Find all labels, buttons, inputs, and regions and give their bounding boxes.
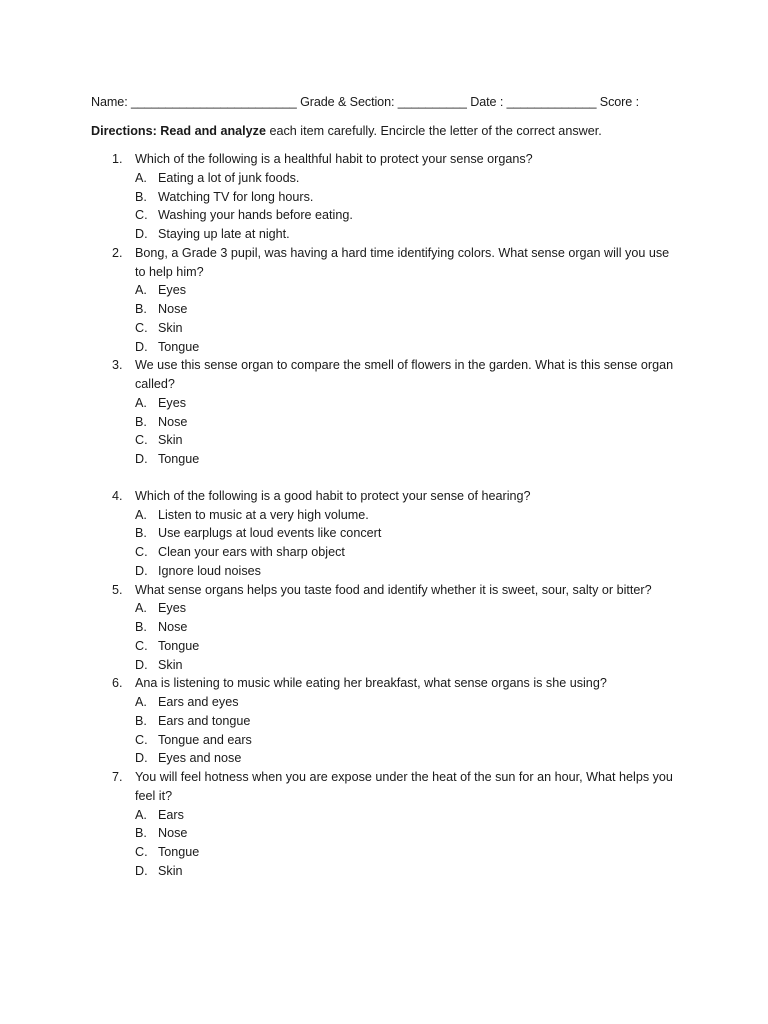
option-letter[interactable]: B. [135, 189, 147, 204]
option-text: Nose [158, 414, 188, 429]
option-letter[interactable]: C. [135, 208, 148, 223]
question-text: Which of the following is a good habit to protect your sense of hearing? [135, 488, 531, 503]
option-letter[interactable]: D. [135, 751, 148, 766]
option-text: Eyes and nose [158, 751, 242, 766]
student-info-line: Name: ________________________ Grade & Section: __________ Date : _____________ Score : [91, 95, 639, 109]
option-text: Tongue and ears [158, 732, 252, 747]
option-letter[interactable]: A. [135, 170, 147, 185]
answer-option[interactable] [0, 394, 768, 413]
question-item [0, 244, 768, 357]
question-text: Which of the following is a healthful habit to protect your sense organs? [135, 152, 533, 166]
answer-option[interactable] [0, 731, 768, 750]
answer-option[interactable] [0, 225, 768, 244]
option-letter[interactable]: D. [135, 657, 148, 672]
option-letter[interactable]: B. [135, 826, 147, 841]
option-text: Eyes [158, 601, 186, 616]
option-text: Nose [158, 620, 188, 634]
question-number: 7. [112, 770, 123, 784]
question-number: 5. [112, 582, 123, 597]
question-item [0, 356, 768, 469]
option-letter[interactable]: C. [135, 732, 148, 747]
option-letter[interactable]: D. [135, 339, 148, 354]
question-item [0, 150, 768, 244]
answer-option[interactable] [0, 806, 768, 825]
option-text: Use earplugs at loud events like concert [158, 526, 382, 541]
answer-option[interactable] [0, 169, 768, 188]
question-item [0, 581, 768, 675]
option-text: Skin [158, 657, 183, 672]
answer-option[interactable] [0, 543, 768, 562]
option-text: Eyes [158, 283, 186, 298]
option-letter[interactable]: A. [135, 695, 147, 709]
question-text: We use this sense organ to compare the smell of flowers in the garden. What is this sense organ called? [135, 358, 674, 391]
answer-option[interactable] [0, 824, 768, 843]
answer-option[interactable] [0, 749, 768, 768]
question-stem [0, 581, 768, 600]
question-item [0, 674, 768, 768]
option-letter[interactable]: A. [135, 507, 147, 522]
question-text: Ana is listening to music while eating her breakfast, what sense organs is she using? [135, 676, 607, 691]
answer-option[interactable] [0, 300, 768, 319]
answer-option[interactable] [0, 693, 768, 712]
option-text: Tongue [158, 452, 200, 466]
option-text: Staying up late at night. [158, 227, 290, 241]
option-text: Ignore loud noises [158, 563, 261, 578]
question-gap [0, 469, 768, 487]
question-stem [0, 356, 768, 394]
answer-option[interactable] [0, 413, 768, 432]
option-letter[interactable]: A. [135, 807, 147, 822]
question-stem [0, 244, 768, 282]
option-text: Ears and tongue [158, 713, 251, 728]
option-text: Nose [158, 302, 188, 316]
option-letter[interactable]: C. [135, 433, 148, 448]
question-text: What sense organs helps you taste food and identify whether it is sweet, sour, salty or bitter? [135, 582, 652, 597]
question-stem [0, 674, 768, 693]
question-number: 1. [112, 152, 123, 166]
answer-option[interactable] [0, 862, 768, 881]
question-list [0, 150, 768, 881]
option-letter[interactable]: C. [135, 320, 148, 335]
option-text: Eating a lot of junk foods. [158, 170, 300, 185]
answer-option[interactable] [0, 712, 768, 731]
option-letter[interactable]: D. [135, 452, 148, 466]
question-stem [0, 768, 768, 806]
option-text: Tongue [158, 845, 200, 859]
option-text: Watching TV for long hours. [158, 189, 314, 204]
option-letter[interactable]: B. [135, 526, 147, 541]
answer-option[interactable] [0, 319, 768, 338]
option-text: Clean your ears with sharp object [158, 545, 345, 559]
question-item [0, 768, 768, 881]
answer-option[interactable] [0, 450, 768, 469]
option-letter[interactable]: A. [135, 283, 147, 298]
option-text: Skin [158, 433, 183, 448]
answer-option[interactable] [0, 618, 768, 637]
option-text: Nose [158, 826, 188, 841]
directions-text: each item carefully. Encircle the letter of the correct answer. [265, 124, 602, 138]
question-number: 2. [112, 245, 123, 260]
option-letter[interactable]: B. [135, 713, 147, 728]
question-number: 4. [112, 488, 123, 503]
answer-option[interactable] [0, 599, 768, 618]
answer-option[interactable] [0, 562, 768, 581]
question-text: You will feel hotness when you are expose under the heat of the sun for an hour, What helps you feel it? [135, 770, 673, 803]
question-stem [0, 150, 768, 169]
option-text: Ears [158, 807, 184, 822]
option-letter[interactable]: A. [135, 601, 147, 616]
question-stem [0, 487, 768, 506]
question-item [0, 487, 768, 581]
option-text: Listen to music at a very high volume. [158, 507, 369, 522]
directions-bold: Directions: Read and analyze [91, 124, 266, 138]
option-text: Skin [158, 863, 183, 878]
answer-option[interactable] [0, 506, 768, 525]
answer-option[interactable] [0, 338, 768, 357]
option-text: Tongue [158, 638, 200, 653]
option-letter[interactable]: C. [135, 845, 148, 859]
option-letter[interactable]: B. [135, 414, 147, 429]
option-letter[interactable]: D. [135, 863, 148, 878]
option-letter[interactable]: D. [135, 227, 148, 241]
answer-option[interactable] [0, 656, 768, 675]
answer-option[interactable] [0, 843, 768, 862]
option-letter[interactable]: B. [135, 620, 147, 634]
directions [91, 122, 731, 140]
answer-option[interactable] [0, 524, 768, 543]
option-text: Tongue [158, 339, 200, 354]
answer-option[interactable] [0, 281, 768, 300]
option-text: Ears and eyes [158, 695, 239, 709]
option-text: Eyes [158, 395, 186, 410]
question-number: 3. [112, 358, 123, 373]
answer-option[interactable] [0, 206, 768, 225]
option-letter[interactable]: B. [135, 302, 147, 316]
answer-option[interactable] [0, 637, 768, 656]
question-number: 6. [112, 676, 123, 691]
question-text: Bong, a Grade 3 pupil, was having a hard time identifying colors. What sense organ will you use to help him? [135, 245, 670, 279]
option-letter[interactable]: C. [135, 545, 148, 559]
answer-option[interactable] [0, 188, 768, 207]
answer-option[interactable] [0, 431, 768, 450]
option-letter[interactable]: A. [135, 395, 147, 410]
option-letter[interactable]: C. [135, 638, 148, 653]
option-text: Skin [158, 320, 183, 335]
option-text: Washing your hands before eating. [158, 208, 353, 223]
option-letter[interactable]: D. [135, 563, 148, 578]
